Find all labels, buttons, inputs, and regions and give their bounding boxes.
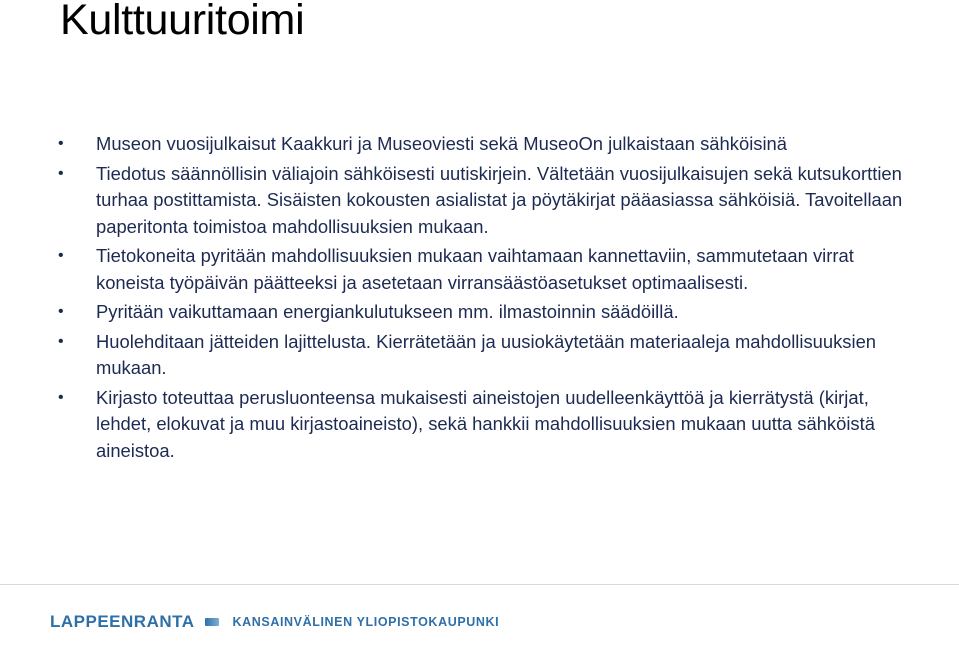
bullet-icon: • xyxy=(58,247,64,264)
bullet-item xyxy=(58,131,908,158)
bullet-text: Tietokoneita pyritään mahdollisuuksien mukaan vaihtamaan kannettaviin, sammutetaan virrat koneista työpäivän päätteeksi ja asetetaan virransäästöasetukset optimaalisesti. xyxy=(96,245,854,293)
bullet-text: Tiedotus säännöllisin väliajoin sähköisesti uutiskirjein. Vältetään vuosijulkaisujen sekä kutsukorttien turhaa postittamista. Sisäisten kokousten asialistat ja pöytäkirjat pääasiassa sähköisiä. Tavoitellaan paperitonta toimistoa mahdollisuuksien mukaan. xyxy=(96,162,903,237)
bullet-icon: • xyxy=(58,332,64,350)
logo-wordmark: LAPPEENRANTA xyxy=(50,612,195,631)
bullet-item xyxy=(58,385,908,465)
logo-tagline: KANSAINVÄLINEN YLIOPISTOKAUPUNKI xyxy=(232,615,500,629)
bullet-text: Kirjasto toteuttaa perusluonteensa mukaisesti aineistojen uudelleenkäyttöä ja kierrätystä (kirjat, lehdet, elokuvat ja muu kirjastoaineisto), sekä hankkii mahdollisuuksien mukaan uutta sähköistä aineistoa. xyxy=(96,386,875,461)
logo-mark-icon xyxy=(205,618,219,626)
bullet-item xyxy=(58,161,908,241)
bullet-text: Museon vuosijulkaisut Kaakkuri ja Museoviesti sekä MuseoOn julkaistaan sähköisinä xyxy=(96,133,788,154)
bullet-icon: • xyxy=(58,388,64,406)
footer-logo xyxy=(50,608,499,636)
bullet-icon: • xyxy=(58,164,64,182)
bullet-item xyxy=(58,329,908,382)
slide-title: Kulttuuritoimi xyxy=(60,0,305,44)
bullet-text: Huolehditaan jätteiden lajittelusta. Kierrätetään ja uusiokäytetään materiaaleja mahdollisuuksien mukaan. xyxy=(96,330,877,378)
bullet-text: Pyritään vaikuttamaan energiankulutukseen mm. ilmastoinnin säädöillä. xyxy=(96,301,679,322)
bullet-icon: • xyxy=(58,135,64,152)
bullet-item xyxy=(58,299,908,326)
bullet-icon: • xyxy=(58,303,64,320)
bullet-item xyxy=(58,243,908,296)
footer-divider xyxy=(0,584,959,585)
bullet-list xyxy=(58,131,908,467)
